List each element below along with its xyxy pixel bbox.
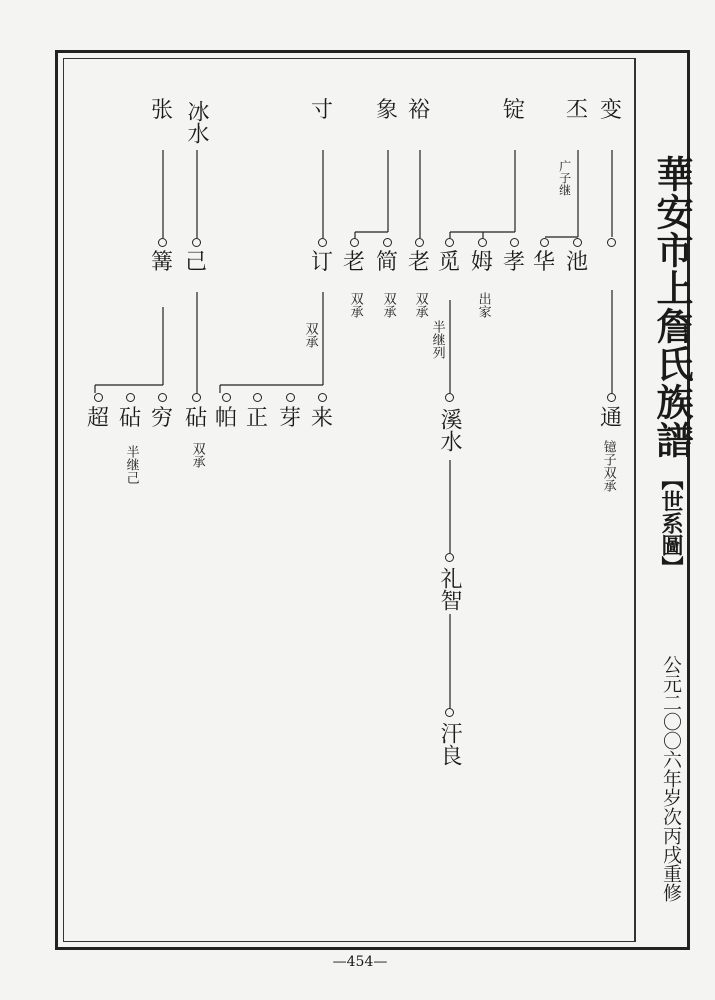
page-number: —454— (332, 954, 388, 970)
note-shuangcheng: 双承 (380, 292, 396, 318)
note-banjilie: 半继列 (429, 320, 445, 359)
person-dot (607, 393, 616, 402)
person-dot (478, 238, 487, 247)
name-lai: 来 (311, 406, 334, 431)
name-jian: 简 (376, 250, 399, 275)
name-lao-1: 老 (343, 250, 366, 275)
name-mi: 觅 (438, 250, 461, 275)
person-dot (383, 238, 392, 247)
person-dot (253, 393, 262, 402)
note-chujia: 出家 (475, 292, 491, 318)
note-banji: 半继己 (123, 445, 139, 484)
name-yu: 裕 (408, 98, 431, 123)
note-shuangcheng: 双承 (347, 292, 363, 318)
name-pa: 帕 (215, 406, 238, 431)
name-chi: 池 (566, 250, 589, 275)
person-dot (94, 393, 103, 402)
name-gou: 篝 (151, 250, 174, 275)
person-dot (445, 393, 454, 402)
name-bian: 变 (600, 98, 623, 123)
person-dot (573, 238, 582, 247)
name-lizhi: 礼智 (437, 567, 462, 611)
note-shuangcheng: 双承 (302, 322, 318, 348)
person-dot (445, 708, 454, 717)
section-title: 【世系圖】 (658, 468, 684, 578)
note-shuangcheng: 双承 (189, 442, 205, 468)
name-ya: 芽 (279, 406, 302, 431)
book-title: 華安市上詹氏族譜 (650, 155, 694, 459)
name-hua: 华 (533, 250, 556, 275)
name-mu: 姆 (471, 250, 494, 275)
person-dot (607, 238, 616, 247)
name-xishui: 溪水 (437, 408, 462, 452)
person-dot (318, 238, 327, 247)
name-ding-2: 订 (311, 250, 334, 275)
person-dot (415, 238, 424, 247)
name-bingshui: 冰水 (184, 100, 209, 144)
name-pi: 丕 (566, 98, 589, 123)
person-dot (318, 393, 327, 402)
person-dot (158, 393, 167, 402)
person-dot (286, 393, 295, 402)
person-dot (126, 393, 135, 402)
person-dot (350, 238, 359, 247)
person-dot (445, 553, 454, 562)
person-dot (192, 393, 201, 402)
note-guangzi: 广子继 (557, 160, 572, 196)
person-dot (540, 238, 549, 247)
person-dot (445, 238, 454, 247)
name-zhan-1: 砧 (185, 406, 208, 431)
name-tong: 通 (600, 406, 623, 431)
name-qiong: 穷 (151, 406, 174, 431)
name-qianliang: 汗良 (437, 722, 462, 766)
name-ding: 锭 (503, 98, 526, 123)
name-cun: 寸 (311, 98, 334, 123)
name-xiang: 象 (376, 98, 399, 123)
name-ji: 己 (185, 250, 208, 275)
note-yizi: 镱子双承 (600, 440, 616, 492)
person-dot (192, 238, 201, 247)
person-dot (510, 238, 519, 247)
name-lao-2: 老 (408, 250, 431, 275)
name-xiao: 孝 (503, 250, 526, 275)
person-dot (222, 393, 231, 402)
name-zhang: 张 (151, 98, 174, 123)
note-shuangcheng: 双承 (412, 292, 428, 318)
person-dot (158, 238, 167, 247)
name-zheng: 正 (246, 406, 269, 431)
edition-date: 公元二〇〇六年岁次丙戌重修 (660, 655, 682, 902)
name-chao: 超 (87, 406, 110, 431)
name-zhan-2: 砧 (119, 406, 142, 431)
